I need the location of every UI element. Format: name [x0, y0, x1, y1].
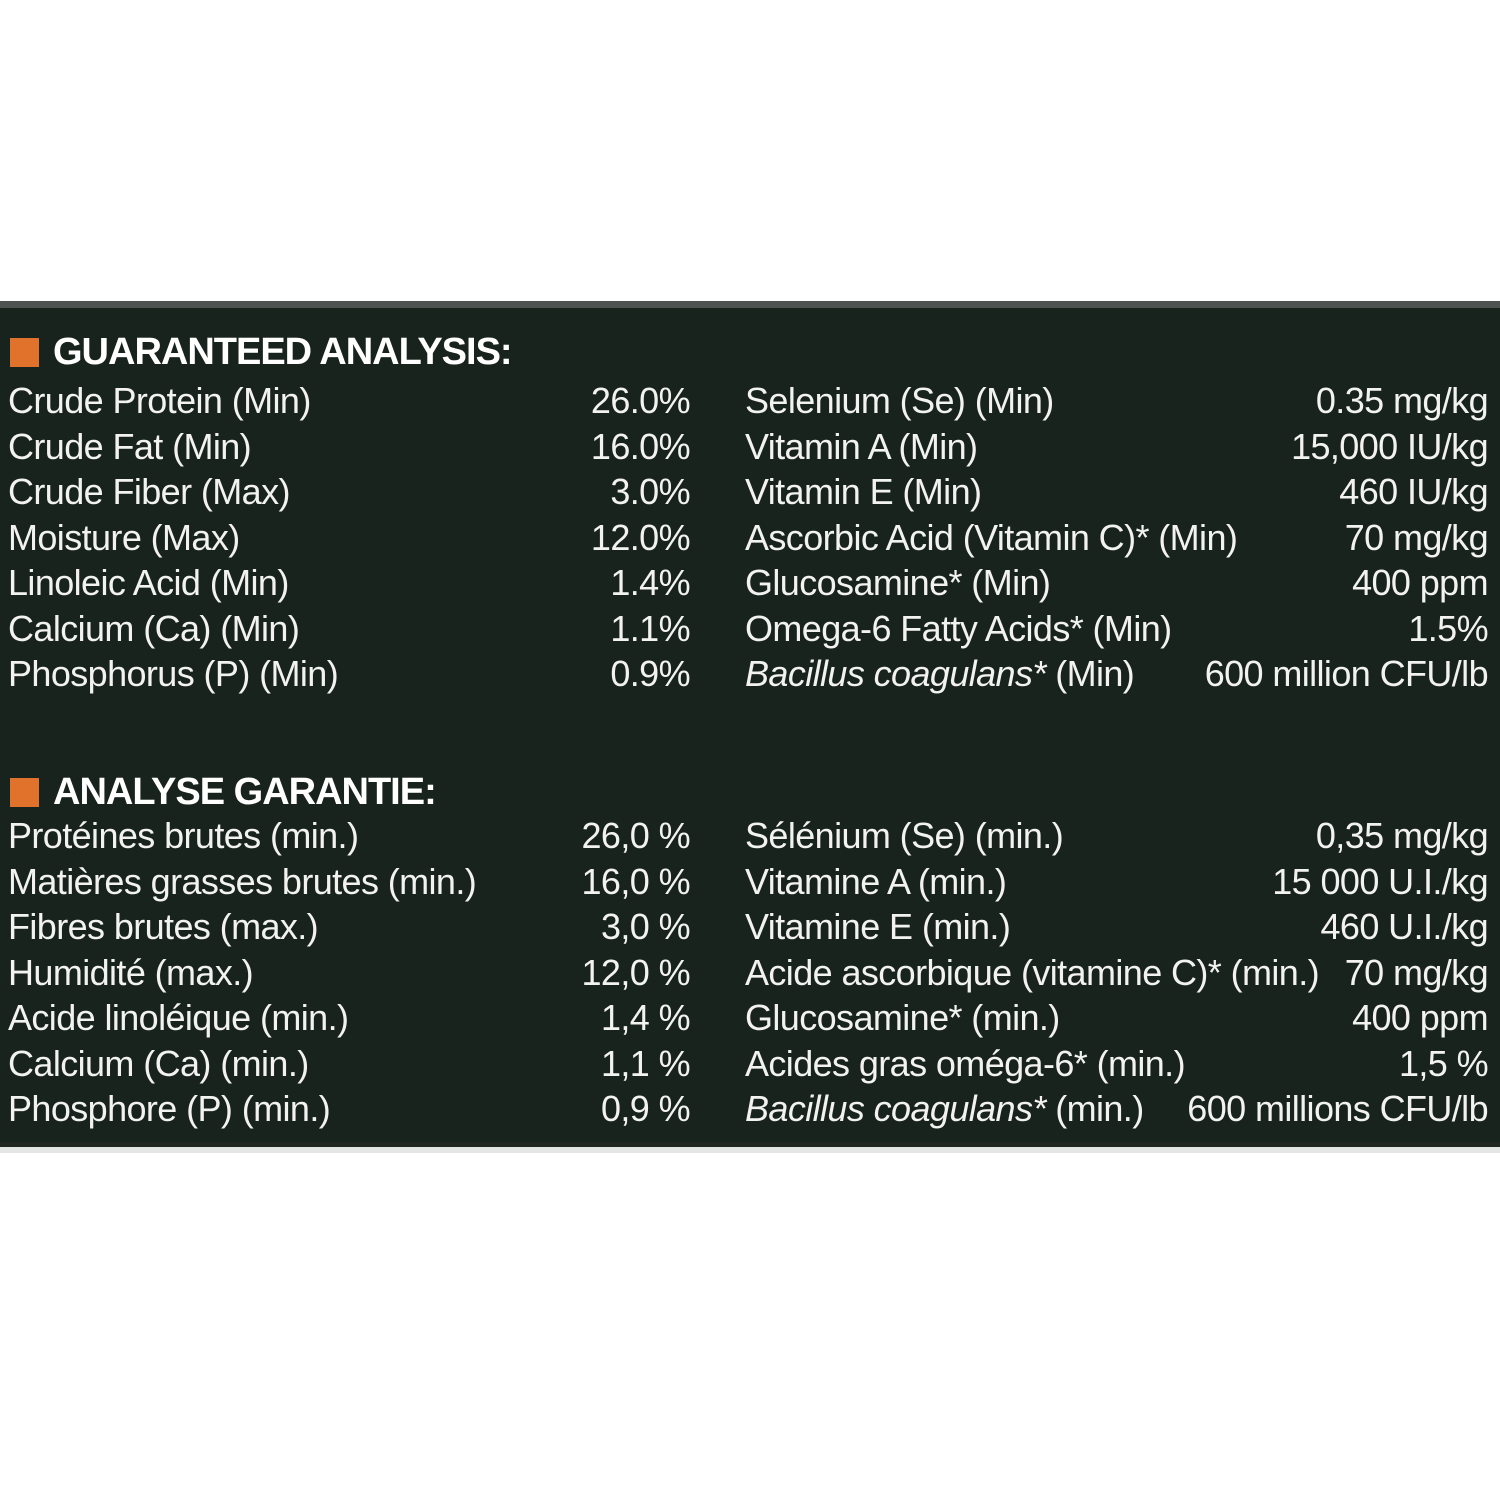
- row-label-rest: (min.): [1045, 1088, 1144, 1129]
- analysis-row: [8, 378, 690, 424]
- row-value: 16.0%: [590, 425, 690, 467]
- row-value: 1.1%: [610, 607, 690, 649]
- analysis-row: [745, 995, 1488, 1041]
- row-value: 400 ppm: [1352, 562, 1488, 603]
- row-label: Acide linoléique (min.): [8, 997, 349, 1038]
- analysis-row: [745, 950, 1488, 996]
- row-label: Calcium (Ca) (min.): [8, 1042, 309, 1084]
- row-value: 15 000 U.I./kg: [1272, 860, 1488, 902]
- row-value: 0,35 mg/kg: [1315, 815, 1488, 856]
- row-value: 1,4 %: [600, 997, 690, 1038]
- row-label: Fibres brutes (max.): [8, 906, 319, 947]
- analysis-row: [8, 950, 690, 996]
- row-value: 12,0 %: [581, 951, 690, 993]
- row-label-rest: (Min): [1045, 653, 1135, 694]
- row-value: 12.0%: [590, 516, 690, 558]
- fr-right-column: [745, 813, 1488, 1132]
- row-label: Vitamine E (min.): [745, 906, 1011, 947]
- analysis-row: [745, 813, 1488, 859]
- row-value: 16,0 %: [581, 860, 690, 902]
- en-left-column: [8, 378, 690, 697]
- row-label-italic: Bacillus coagulans*: [745, 1088, 1046, 1129]
- analysis-row: [8, 859, 690, 905]
- analysis-row: [8, 606, 690, 652]
- analysis-row: [8, 424, 690, 470]
- row-value: 600 millions CFU/lb: [1187, 1088, 1488, 1129]
- en-right-column: [745, 378, 1488, 697]
- analyse-garantie-heading: [10, 770, 436, 814]
- heading-text: ANALYSE GARANTIE:: [53, 771, 436, 813]
- row-label: Crude Fat (Min): [8, 425, 252, 467]
- row-label: Vitamin A (Min): [745, 425, 978, 467]
- row-value: 460 IU/kg: [1339, 471, 1488, 512]
- row-label: Acide ascorbique (vitamine C)* (min.): [745, 951, 1319, 993]
- row-value: 400 ppm: [1352, 997, 1488, 1038]
- row-label: Protéines brutes (min.): [8, 815, 359, 856]
- row-label-italic: Bacillus coagulans*: [745, 653, 1046, 694]
- analysis-row: [8, 1086, 690, 1132]
- analysis-row: [745, 859, 1488, 905]
- row-value: 600 million CFU/lb: [1204, 653, 1488, 694]
- guaranteed-analysis-heading: [10, 330, 512, 374]
- analysis-row: [745, 606, 1488, 652]
- analysis-row: [745, 1041, 1488, 1087]
- heading-text: GUARANTEED ANALYSIS:: [53, 331, 512, 373]
- row-value: 1,1 %: [600, 1042, 690, 1084]
- analysis-row: [8, 813, 690, 859]
- row-label: Sélénium (Se) (min.): [745, 815, 1064, 856]
- analysis-row: [8, 469, 690, 515]
- row-value: 3.0%: [610, 471, 690, 512]
- row-value: 0.35 mg/kg: [1315, 380, 1488, 421]
- row-value: 26.0%: [590, 380, 690, 421]
- bullet-square-icon: [10, 778, 39, 807]
- row-value: 70 mg/kg: [1344, 516, 1488, 558]
- row-label: Phosphorus (P) (Min): [8, 653, 339, 694]
- row-label: Moisture (Max): [8, 516, 240, 558]
- row-value: 0.9%: [610, 653, 690, 694]
- bullet-square-icon: [10, 338, 39, 367]
- row-label: Crude Fiber (Max): [8, 471, 290, 512]
- row-value: 460 U.I./kg: [1320, 906, 1488, 947]
- analysis-row: [745, 560, 1488, 606]
- row-value: 15,000 IU/kg: [1291, 425, 1488, 467]
- guaranteed-analysis-panel: [0, 301, 1500, 1147]
- row-value: 3,0 %: [600, 906, 690, 947]
- row-value: 1.4%: [610, 562, 690, 603]
- analysis-row: [745, 515, 1488, 561]
- row-value: 26,0 %: [581, 815, 690, 856]
- fr-left-column: [8, 813, 690, 1132]
- row-value: 1,5 %: [1398, 1042, 1488, 1084]
- row-label: Vitamine A (min.): [745, 860, 1007, 902]
- row-label: Omega-6 Fatty Acids* (Min): [745, 607, 1172, 649]
- analysis-row: [8, 515, 690, 561]
- row-label: Ascorbic Acid (Vitamin C)* (Min): [745, 516, 1238, 558]
- row-label: Matières grasses brutes (min.): [8, 860, 477, 902]
- row-label: Phosphore (P) (min.): [8, 1088, 331, 1129]
- row-value: 70 mg/kg: [1344, 951, 1488, 993]
- row-label: [745, 651, 1134, 697]
- row-label: Crude Protein (Min): [8, 380, 311, 421]
- analysis-row: [745, 651, 1488, 697]
- row-label: Calcium (Ca) (Min): [8, 607, 300, 649]
- analysis-row: [745, 378, 1488, 424]
- analysis-row: [745, 1086, 1488, 1132]
- analysis-row: [745, 904, 1488, 950]
- analysis-row: [8, 995, 690, 1041]
- analysis-row: [8, 1041, 690, 1087]
- analysis-row: [745, 469, 1488, 515]
- analysis-row: [8, 651, 690, 697]
- panel-bottom-divider: [0, 1147, 1500, 1153]
- analysis-row: [745, 424, 1488, 470]
- row-label: Linoleic Acid (Min): [8, 562, 289, 603]
- row-value: 0,9 %: [600, 1088, 690, 1129]
- row-label: Selenium (Se) (Min): [745, 380, 1054, 421]
- row-value: 1.5%: [1408, 607, 1488, 649]
- analysis-row: [8, 904, 690, 950]
- analysis-row: [8, 560, 690, 606]
- row-label: Glucosamine* (Min): [745, 562, 1051, 603]
- row-label: Acides gras oméga-6* (min.): [745, 1042, 1185, 1084]
- row-label: [745, 1086, 1144, 1132]
- row-label: Humidité (max.): [8, 951, 254, 993]
- row-label: Glucosamine* (min.): [745, 997, 1060, 1038]
- row-label: Vitamin E (Min): [745, 471, 982, 512]
